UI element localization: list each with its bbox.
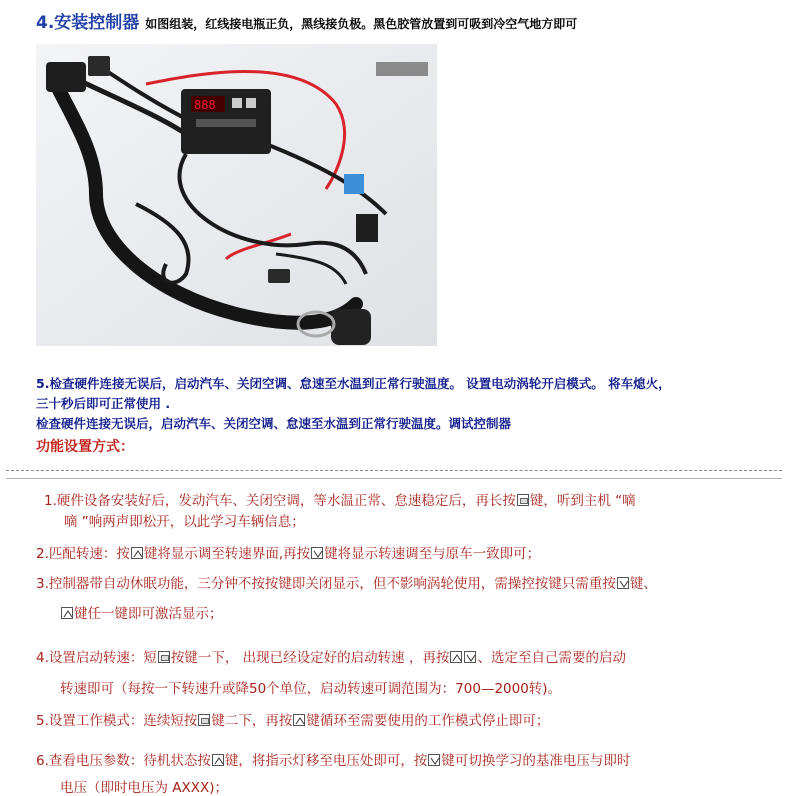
down-key-icon: [464, 651, 476, 663]
item-5-text-b: 键二下，再按: [211, 713, 293, 729]
item-6-text-b: 键，将指示灯移至电压处即可，按: [224, 753, 428, 769]
item-6-line-2: 电压（即时电压为 AXXX)；: [60, 780, 229, 796]
item-6-text-a: 6.查看电压参数：待机状态按: [36, 753, 211, 769]
controller-photo: [36, 44, 437, 346]
note-line-2: 三十秒后即可正常使用 .: [36, 396, 171, 411]
item-4-line-1: [36, 646, 626, 666]
section-title: 功能设置方式：: [36, 439, 134, 455]
item-6-text-c: 键可切换学习的基准电压与即时: [441, 753, 631, 769]
item-3-text-c: 键任一键即可激活显示；: [74, 606, 223, 622]
heading-number: 4.: [36, 13, 55, 33]
item-4-text-c: 、选定至自己需要的启动: [477, 650, 626, 666]
item-4-text-b: 按键一下， 出现已经设定好的启动转速 ，再按: [170, 650, 450, 666]
section-heading: [36, 8, 577, 33]
item-6-line-1: [36, 749, 630, 769]
up-key-icon: [450, 651, 462, 663]
item-1-text-a: 1.硬件设备安装好后，发动汽车、关闭空调，等水温正常、怠速稳定后，再长按: [44, 493, 516, 509]
item-1-line-1: [44, 489, 636, 509]
item-3-line-1: [36, 572, 657, 592]
item-5-text-c: 键循环至需要使用的工作模式停止即可；: [306, 713, 550, 729]
item-4-text-a: 4.设置启动转速：短: [36, 650, 157, 666]
set-key-icon: [517, 494, 529, 506]
set-key-icon: [198, 714, 210, 726]
divider-solid: [6, 478, 782, 479]
note-line-3: 检查硬件连接无误后，启动汽车、关闭空调、怠速至水温到正常行驶温度。调试控制器: [36, 416, 512, 431]
item-2-text-c: 键将显示转速调至与原车一致即可；: [324, 546, 541, 562]
up-key-icon: [61, 607, 73, 619]
up-key-icon: [293, 714, 305, 726]
item-5-text-a: 5.设置工作模式：连续短按: [36, 713, 198, 729]
item-2: [36, 542, 540, 562]
controller-wiring-harness-icon: [36, 44, 437, 346]
up-key-icon: [131, 547, 143, 559]
item-1-line-2: 嘀 ”响两声即松开，以此学习车辆信息；: [64, 514, 305, 530]
item-3-text-a: 3.控制器带自动休眠功能，三分钟不按按键即关闭显示，但不影响涡轮使用，需操控按键只需重按: [36, 576, 616, 592]
svg-text:888: 888: [194, 98, 216, 112]
item-5: [36, 709, 549, 729]
item-2-text-a: 2.匹配转速：按: [36, 546, 130, 562]
item-3-line-2: [60, 602, 223, 622]
heading-title: 安装控制器: [54, 13, 140, 33]
down-key-icon: [617, 577, 629, 589]
item-4-line-2: 转速即可（每按一下转速升或降50个单位，启动转速可调范围为：700—2000转)。: [60, 681, 562, 697]
divider-dashed: [6, 470, 782, 471]
set-key-icon: [158, 651, 170, 663]
heading-description: 如图组装，红线接电瓶正负，黑线接负极。黑色胶管放置到可吸到冷空气地方即可: [145, 17, 578, 31]
item-3-text-b: 键、: [629, 576, 657, 592]
down-key-icon: [311, 547, 323, 559]
down-key-icon: [428, 754, 440, 766]
note-line-1: 5.检查硬件连接无误后，启动汽车、关闭空调、怠速至水温到正常行驶温度。 设置电动涡轮开启模式。 将车熄火，: [36, 376, 671, 391]
item-2-text-b: 键将显示调至转速界面,再按: [143, 546, 311, 562]
up-key-icon: [212, 754, 224, 766]
item-1-text-b: 键，听到主机 “嘀: [529, 493, 636, 509]
